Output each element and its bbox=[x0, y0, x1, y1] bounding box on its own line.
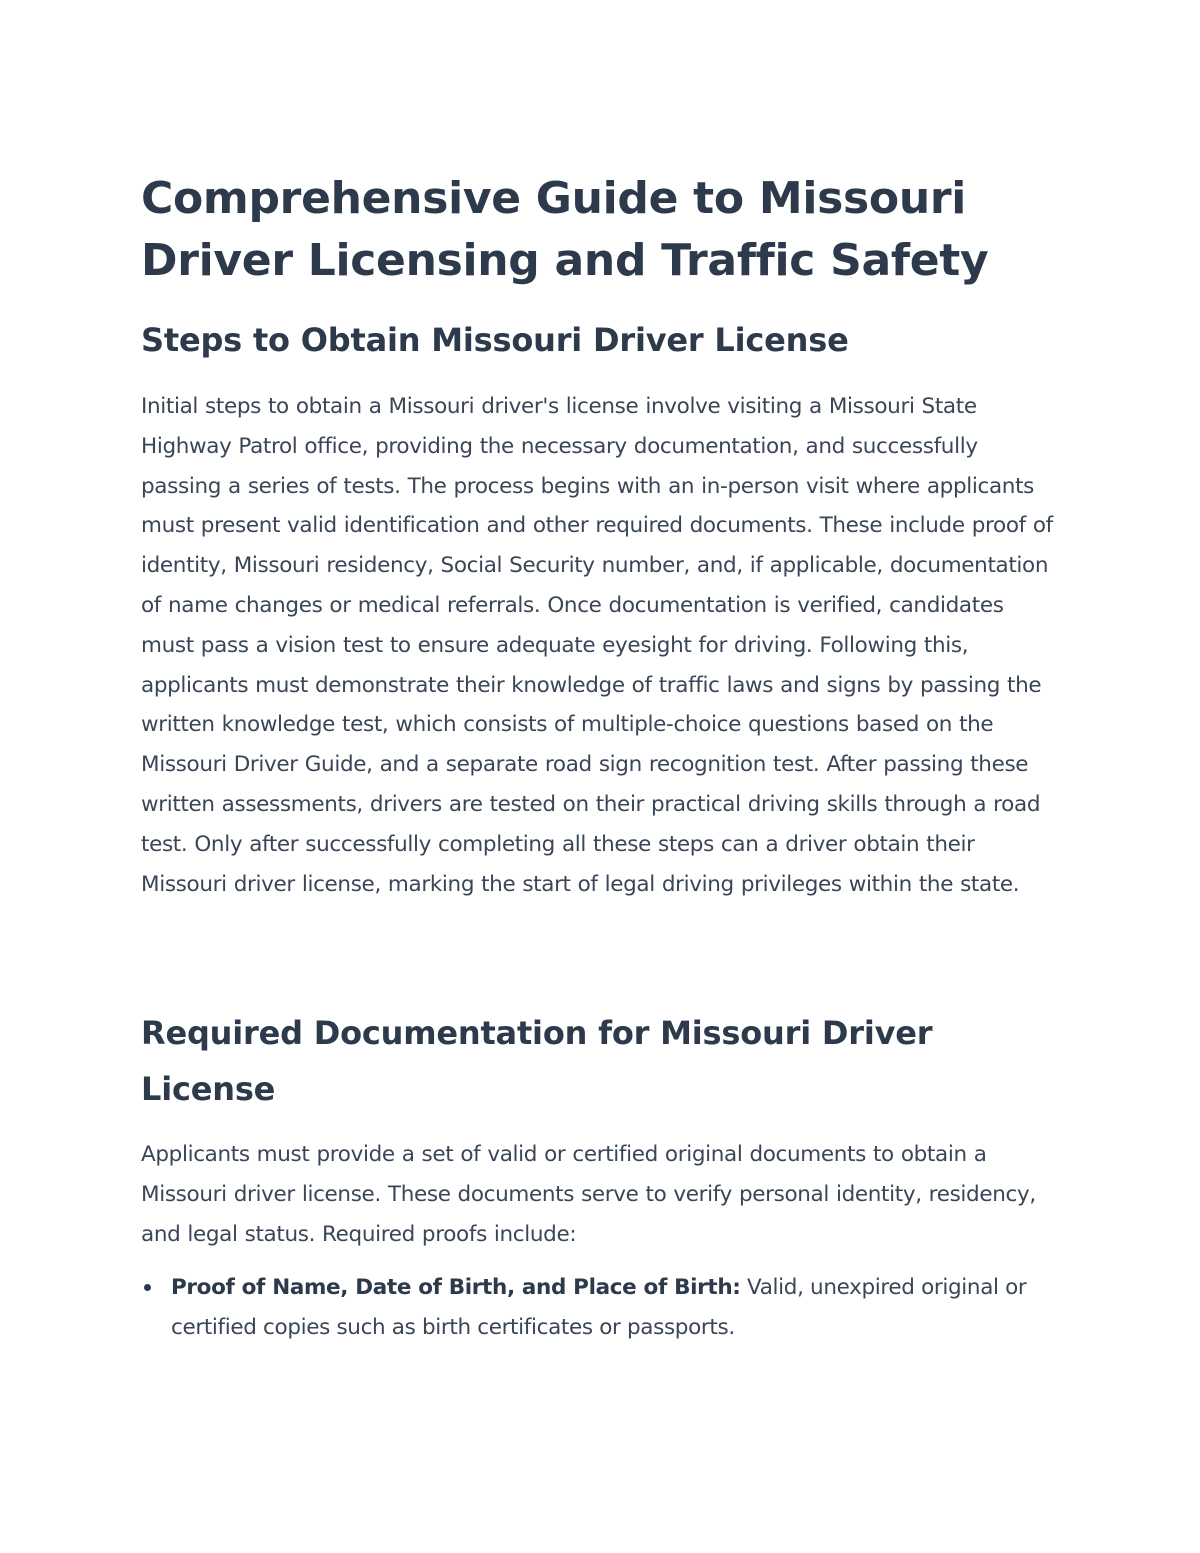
list-item bbox=[141, 1268, 1061, 1348]
document-title: Comprehensive Guide to Missouri Driver Licensing and Traffic Safety bbox=[141, 173, 989, 286]
section-heading-documentation: Required Documentation for Missouri Driver License bbox=[141, 1014, 933, 1108]
bullet-text: Valid, unexpired original or certified copies such as birth certificates or passports. bbox=[171, 1275, 1027, 1340]
bullet-label: Proof of Name, Date of Birth, and Place of Birth: bbox=[171, 1275, 741, 1300]
section-paragraph-documentation: Applicants must provide a set of valid or certified original documents to obtain a Missouri driver license. These documents serve to verify personal identity, residency, and legal status. Required proofs include: bbox=[141, 1142, 1036, 1247]
section-paragraph-steps: Initial steps to obtain a Missouri driver's license involve visiting a Missouri State Highway Patrol office, providing the necessary documentation, and successfully passing a series of tests. The process begins with an in-person visit where applicants must present valid identification and other required documents. These include proof of identity, Missouri residency, Social Security number, and, if applicable, documentation of name changes or medical referrals. Once documentation is verified, candidates must pass a vision test to ensure adequate eyesight for driving. Following this, applicants must demonstrate their knowledge of traffic laws and signs by passing the written knowledge test, which consists of multiple-choice questions based on the Missouri Driver Guide, and a separate road sign recognition test. After passing these written assessments, drivers are tested on their practical driving skills through a road test. Only after successfully completing all these steps can a driver obtain their Missouri driver license, marking the start of legal driving privileges within the state. bbox=[141, 394, 1053, 897]
bullet-dot-icon bbox=[144, 1284, 151, 1291]
section-heading-steps: Steps to Obtain Missouri Driver License bbox=[141, 321, 849, 359]
documentation-bullet-list bbox=[141, 1268, 1061, 1348]
